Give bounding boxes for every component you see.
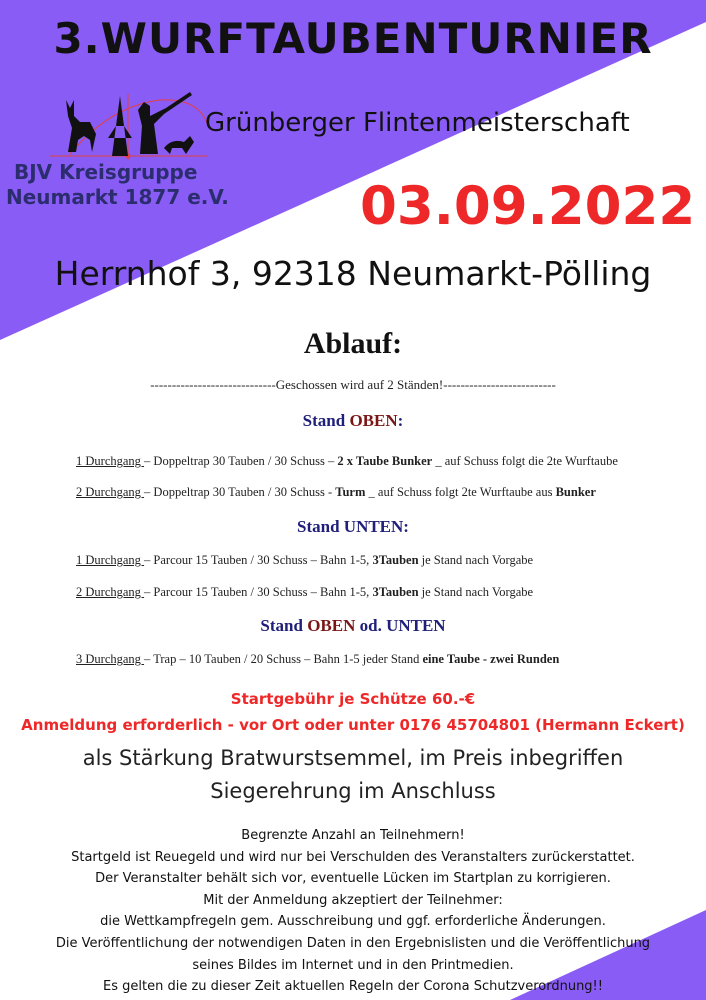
registration-info: Anmeldung erforderlich - vor Ort oder unter 0176 45704801 (Hermann Eckert): [21, 716, 685, 734]
terms-line: die Wettkampfregeln gem. Ausschreibung und ggf. erforderliche Änderungen.: [100, 914, 606, 930]
club-name-line-2: Neumarkt 1877 e.V.: [6, 185, 229, 209]
terms-line: seines Bildes im Internet und in den Printmedien.: [192, 957, 514, 973]
schedule-row: 1 Durchgang – Parcour 15 Tauben / 30 Schuss – Bahn 1-5, 3Tauben je Stand nach Vorgabe: [76, 553, 534, 567]
food-info: als Stärkung Bratwurstsemmel, im Preis inbegriffen: [82, 746, 624, 770]
round-label: 3 Durchgang: [76, 652, 145, 666]
event-address: Herrnhof 3, 92318 Neumarkt-Pölling: [54, 254, 652, 293]
event-title: 3.WURFTAUBENTURNIER: [53, 14, 653, 63]
round-label: 2 Durchgang: [76, 585, 145, 599]
club-name: [6, 160, 266, 210]
stand-oben-unten-heading: Stand OBEN od. UNTEN: [260, 616, 446, 635]
club-name-line-1: BJV Kreisgruppe: [14, 160, 198, 184]
schedule-heading: Ablauf:: [303, 327, 403, 360]
round-label: 1 Durchgang: [76, 553, 145, 567]
schedule-row: 2 Durchgang – Doppeltrap 30 Tauben / 30 Schuss - Turm _ auf Schuss folgt 2te Wurftaube aus Bunker: [76, 485, 596, 499]
start-fee: Startgebühr je Schütze 60.-€: [230, 690, 476, 708]
round-label: 1 Durchgang: [76, 454, 145, 468]
terms-line: Die Veröffentlichung der notwendigen Daten in den Ergebnislisten und die Veröffentlichung: [55, 935, 651, 951]
award-ceremony: Siegerehrung im Anschluss: [210, 779, 496, 803]
event-date: 03.09.2022: [360, 176, 696, 237]
terms-line: Der Veranstalter behält sich vor, eventuelle Lücken im Startplan zu korrigieren.: [95, 871, 611, 887]
terms-line: Begrenzte Anzahl an Teilnehmern!: [241, 828, 465, 843]
terms-block: [0, 825, 706, 998]
stand-unten-heading: Stand UNTEN:: [297, 517, 409, 536]
round-label: 2 Durchgang: [76, 485, 145, 499]
schedule-row: 1 Durchgang – Doppeltrap 30 Tauben / 30 Schuss – 2 x Taube Bunker _ auf Schuss folgt die 2te Wurftaube: [76, 454, 618, 468]
terms-line: Es gelten die zu dieser Zeit aktuellen Regeln der Corona Schutzverordnung!!: [103, 979, 603, 995]
stand-oben-heading: Stand OBEN:: [302, 411, 404, 430]
hunter-logo-icon: [50, 86, 210, 166]
terms-line: Startgeld ist Reuegeld und wird nur bei Verschulden des Veranstalters zurückerstattet.: [71, 849, 635, 865]
schedule-row: 3 Durchgang – Trap – 10 Tauben / 20 Schuss – Bahn 1-5 jeder Stand eine Taube - zwei Runden: [76, 652, 560, 666]
event-subtitle: Grünberger Flintenmeisterschaft: [205, 108, 630, 138]
terms-line: Mit der Anmeldung akzeptiert der Teilnehmer:: [203, 892, 503, 908]
schedule-note: -----------------------------Geschossen wird auf 2 Ständen!--------------------------: [150, 377, 556, 392]
schedule-row: 2 Durchgang – Parcour 15 Tauben / 30 Schuss – Bahn 1-5, 3Tauben je Stand nach Vorgabe: [76, 585, 534, 599]
